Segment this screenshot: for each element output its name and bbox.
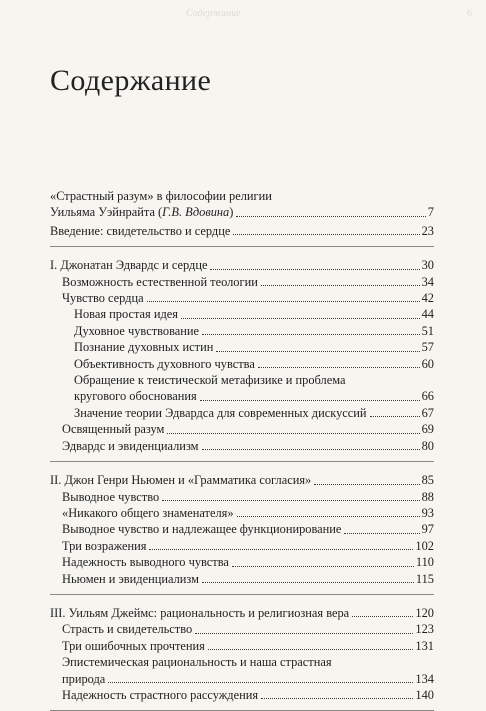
toc-entry[interactable] xyxy=(50,621,434,637)
toc-page-number: 115 xyxy=(415,571,434,586)
toc-page-number: 51 xyxy=(421,323,434,338)
toc-entry[interactable] xyxy=(50,505,434,521)
toc-entry-title: Значение теории Эдвардса для современных дискуссий xyxy=(74,405,367,420)
dot-leader xyxy=(216,351,419,352)
toc-entry[interactable] xyxy=(50,356,434,372)
toc-entry[interactable] xyxy=(50,204,434,220)
dot-leader xyxy=(200,400,420,401)
toc-entry-title: природа xyxy=(62,671,106,686)
toc-entry-line: «Страстный разум» в философии религии xyxy=(50,189,272,203)
toc-page-number: 34 xyxy=(421,274,434,289)
toc-entry[interactable] xyxy=(50,538,434,554)
dot-leader xyxy=(236,216,425,217)
toc-entry[interactable] xyxy=(50,274,434,290)
toc-entry[interactable] xyxy=(50,223,434,239)
toc-entry-title: Объективность духовного чувства xyxy=(74,356,255,371)
toc-section xyxy=(50,253,434,462)
dot-leader xyxy=(232,566,414,567)
toc-entry[interactable] xyxy=(50,638,434,654)
ghost-page-number: 6 xyxy=(467,8,472,19)
toc-entry[interactable] xyxy=(50,472,434,488)
toc-entry-title: Ньюмен и эвиденциализм xyxy=(62,571,199,586)
dot-leader xyxy=(208,649,414,650)
dot-leader xyxy=(258,367,420,368)
dot-leader xyxy=(147,301,420,302)
dot-leader xyxy=(181,318,420,319)
toc-entry-title: Надежность страстного рассуждения xyxy=(62,687,259,702)
dot-leader xyxy=(237,516,420,517)
toc-page-number: 102 xyxy=(415,538,434,553)
toc-entry-title: Страсть и свидетельство xyxy=(62,622,193,637)
toc-entry[interactable] xyxy=(50,421,434,437)
toc-entry[interactable] xyxy=(50,257,434,273)
toc-section xyxy=(50,468,434,595)
toc-entry-title: I. Джонатан Эдвардс и сердце xyxy=(50,258,208,273)
toc-entry-title: Познание духовных истин xyxy=(74,340,214,355)
toc-entry-author: Г.В. Вдовина xyxy=(162,205,230,220)
dot-leader xyxy=(314,484,419,485)
toc-page-number: 30 xyxy=(421,258,434,273)
dot-leader xyxy=(202,582,414,583)
toc-entry[interactable] xyxy=(50,405,434,421)
toc-entry-title: Надежность выводного чувства xyxy=(62,555,229,570)
toc-page-number: 131 xyxy=(415,638,434,653)
toc-entry-title: II. Джон Генри Ньюмен и «Грамматика согласия» xyxy=(50,473,312,488)
toc-page-number: 123 xyxy=(415,622,434,637)
toc-entry-title: «Никакого общего знаменателя» xyxy=(62,505,234,520)
toc-entry[interactable] xyxy=(50,290,434,306)
toc-entry-title: Освященный разум xyxy=(62,422,165,437)
toc-page-number: 140 xyxy=(415,687,434,702)
toc-section xyxy=(50,601,434,711)
dot-leader xyxy=(202,334,420,335)
toc-entry-title: Выводное чувство и надлежащее функционирование xyxy=(62,522,342,537)
toc-entry-title: Чувство сердца xyxy=(62,291,144,306)
toc-entry-title: Введение: свидетельство и сердце xyxy=(50,223,231,238)
dot-leader xyxy=(108,682,413,683)
toc-entry-line: Эпистемическая рациональность и наша страстная xyxy=(62,655,332,670)
toc-entry-title: Эдвардс и эвиденциализм xyxy=(62,438,199,453)
dot-leader xyxy=(149,549,413,550)
toc-entry-title: Возможность естественной теологии xyxy=(62,274,258,289)
toc-page-number: 80 xyxy=(421,438,434,453)
dot-leader xyxy=(261,285,420,286)
toc-entry[interactable] xyxy=(50,489,434,505)
dot-leader xyxy=(261,698,413,699)
toc-page-number: 120 xyxy=(415,605,434,620)
toc-page-number: 23 xyxy=(421,223,434,238)
toc-entry[interactable] xyxy=(50,521,434,537)
toc-entry-title: Духовное чувствование xyxy=(74,323,200,338)
toc-page-number: 44 xyxy=(421,307,434,322)
toc-page-number: 67 xyxy=(421,405,434,420)
dot-leader xyxy=(344,533,419,534)
table-of-contents xyxy=(50,184,434,711)
toc-page-number: 134 xyxy=(415,671,434,686)
toc-page-number: 42 xyxy=(421,291,434,306)
toc-entry[interactable] xyxy=(50,339,434,355)
dot-leader xyxy=(370,416,420,417)
dot-leader xyxy=(162,500,419,501)
toc-entry-line: Обращение к теистической метафизике и проблема xyxy=(74,373,346,388)
dot-leader xyxy=(352,616,413,617)
toc-section xyxy=(50,184,434,247)
toc-page-number: 97 xyxy=(421,522,434,537)
toc-page-number: 7 xyxy=(427,205,434,220)
toc-entry[interactable] xyxy=(50,671,434,687)
toc-entry-title: Новая простая идея xyxy=(74,307,178,322)
toc-entry-title: кругового обоснования xyxy=(74,389,197,404)
page-title: Содержание xyxy=(50,64,212,97)
toc-page-number: 88 xyxy=(421,489,434,504)
dot-leader xyxy=(195,633,413,634)
dot-leader xyxy=(210,269,419,270)
toc-entry[interactable] xyxy=(50,571,434,587)
toc-entry[interactable] xyxy=(50,306,434,322)
toc-page-number: 66 xyxy=(421,389,434,404)
toc-entry[interactable] xyxy=(50,388,434,404)
toc-page-number: 57 xyxy=(421,340,434,355)
toc-page-number: 93 xyxy=(421,505,434,520)
ghost-running-header: Содержание xyxy=(186,8,241,19)
toc-page-number: 85 xyxy=(421,473,434,488)
dot-leader xyxy=(202,449,420,450)
toc-page-number: 60 xyxy=(421,356,434,371)
toc-entry-title: Три ошибочных прочтения xyxy=(62,638,205,653)
toc-entry[interactable] xyxy=(50,605,434,621)
toc-entry-title: Три возражения xyxy=(62,538,147,553)
toc-page-number: 69 xyxy=(421,422,434,437)
toc-entry[interactable] xyxy=(50,323,434,339)
toc-page-number: 110 xyxy=(415,555,434,570)
dot-leader xyxy=(167,433,419,434)
dot-leader xyxy=(233,234,419,235)
toc-entry[interactable] xyxy=(50,438,434,454)
toc-entry[interactable] xyxy=(50,554,434,570)
toc-entry[interactable] xyxy=(50,687,434,703)
toc-entry-title: III. Уильям Джеймс: рациональность и религиозная вера xyxy=(50,605,350,620)
toc-entry-title: Выводное чувство xyxy=(62,489,160,504)
toc-entry-title: Уильяма Уэйнрайта (Г.В. Вдовина) xyxy=(50,205,234,220)
